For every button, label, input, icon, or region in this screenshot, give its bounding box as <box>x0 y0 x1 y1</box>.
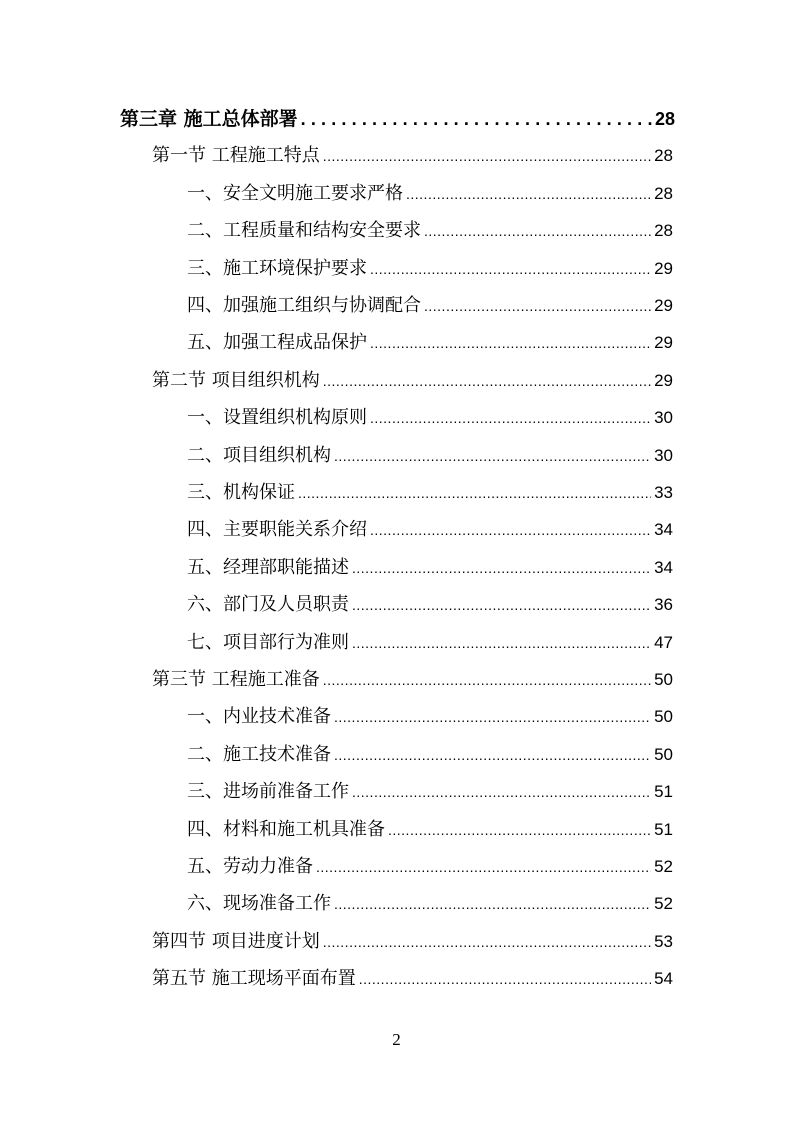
toc-subsection-entry[interactable] <box>187 590 673 620</box>
toc-dot-leader <box>352 590 651 620</box>
toc-section-entry[interactable] <box>152 141 673 171</box>
toc-entry-page-number: 52 <box>654 857 673 876</box>
toc-entry-title: 四、主要职能关系介绍 <box>187 519 367 541</box>
toc-subsection-entry[interactable] <box>187 254 673 284</box>
toc-entry-title: 三、进场前准备工作 <box>187 781 349 803</box>
toc-entry-page-number: 51 <box>654 819 673 839</box>
toc-entry-page-number: 28 <box>654 146 673 166</box>
toc-subsection-entry[interactable] <box>187 553 673 583</box>
toc-entry-title: 一、安全文明施工要求严格 <box>187 182 403 204</box>
toc-section-entry[interactable] <box>152 964 673 994</box>
toc-dot-leader <box>334 702 651 732</box>
toc-dot-leader <box>316 852 651 882</box>
toc-entry-title: 六、部门及人员职责 <box>187 594 349 616</box>
toc-dot-leader <box>334 889 651 919</box>
toc-subsection-entry[interactable] <box>187 478 673 508</box>
toc-entry-page-number: 50 <box>654 744 673 764</box>
toc-entry-page-number: 29 <box>654 296 673 315</box>
toc-entry-page-number: 50 <box>654 670 673 689</box>
toc-entry-title: 第二节 项目组织机构 <box>152 369 320 391</box>
toc-subsection-entry[interactable] <box>187 441 673 471</box>
toc-entry-page-number: 30 <box>654 445 673 465</box>
toc-dot-leader <box>424 216 651 246</box>
toc-entry-page-number: 28 <box>654 221 673 241</box>
toc-entry-title: 三、机构保证 <box>187 482 295 503</box>
toc-dot-leader <box>323 665 651 695</box>
toc-dot-leader <box>352 628 651 658</box>
toc-subsection-entry[interactable] <box>187 702 673 732</box>
toc-entry-page-number: 29 <box>654 258 673 278</box>
toc-dot-leader <box>323 927 651 957</box>
toc-dot-leader <box>359 964 651 994</box>
toc-dot-leader <box>323 366 651 396</box>
toc-entry-page-number: 53 <box>654 931 673 951</box>
toc-entry-title: 六、现场准备工作 <box>187 893 331 915</box>
toc-entry-title: 五、劳动力准备 <box>187 856 313 877</box>
toc-entry-title: 一、设置组织机构原则 <box>187 407 367 429</box>
toc-dot-leader <box>298 478 651 508</box>
toc-entry-page-number: 33 <box>654 483 673 502</box>
toc-entry-page-number: 47 <box>654 632 673 652</box>
toc-subsection-entry[interactable] <box>187 328 673 358</box>
toc-dot-leader <box>334 740 651 770</box>
toc-entry-title: 四、材料和施工机具准备 <box>187 818 385 840</box>
toc-entry-title: 一、内业技术准备 <box>187 706 331 728</box>
toc-entry-page-number: 30 <box>654 408 673 428</box>
toc-dot-leader <box>388 815 651 845</box>
toc-entry-page-number: 34 <box>654 557 673 577</box>
toc-entry-title: 第三章 施工总体部署 <box>120 108 298 130</box>
toc-entry-page-number: 29 <box>654 370 673 390</box>
toc-dot-leader <box>334 441 651 471</box>
toc-entry-title: 七、项目部行为准则 <box>187 631 349 653</box>
toc-entry-title: 第四节 项目进度计划 <box>152 930 320 952</box>
toc-entry-title: 五、经理部职能描述 <box>187 556 349 578</box>
toc-subsection-entry[interactable] <box>187 403 673 433</box>
toc-entry-title: 二、工程质量和结构安全要求 <box>187 220 421 242</box>
toc-dot-leader <box>352 777 651 807</box>
toc-dot-leader <box>370 515 651 545</box>
toc-section-entry[interactable] <box>152 665 673 695</box>
toc-entry-page-number: 28 <box>654 109 675 129</box>
page-number: 2 <box>392 1030 401 1049</box>
toc-entry-title: 五、加强工程成品保护 <box>187 332 367 354</box>
toc-dot-leader <box>323 141 651 171</box>
toc-entry-title: 二、项目组织机构 <box>187 444 331 466</box>
toc-subsection-entry[interactable] <box>187 628 673 658</box>
toc-subsection-entry[interactable] <box>187 777 673 807</box>
toc-entry-title: 第五节 施工现场平面布置 <box>152 968 356 990</box>
toc-dot-leader <box>406 179 651 209</box>
toc-subsection-entry[interactable] <box>187 515 673 545</box>
toc-subsection-entry[interactable] <box>187 179 673 209</box>
toc-entry-title: 四、加强施工组织与协调配合 <box>187 295 421 316</box>
toc-entry-page-number: 29 <box>654 333 673 353</box>
toc-entry-page-number: 36 <box>654 595 673 615</box>
toc-subsection-entry[interactable] <box>187 815 673 845</box>
toc-entry-page-number: 52 <box>654 894 673 914</box>
toc-subsection-entry[interactable] <box>187 216 673 246</box>
toc-subsection-entry[interactable] <box>187 740 673 770</box>
toc-subsection-entry[interactable] <box>187 852 673 882</box>
toc-entry-page-number: 50 <box>654 707 673 727</box>
toc-entry-page-number: 54 <box>654 969 673 989</box>
toc-entry-title: 三、施工环境保护要求 <box>187 257 367 279</box>
toc-entry-page-number: 34 <box>654 520 673 540</box>
toc-subsection-entry[interactable] <box>187 889 673 919</box>
toc-section-entry[interactable] <box>152 366 673 396</box>
toc-dot-leader <box>370 328 651 358</box>
toc-entry-page-number: 51 <box>654 782 673 802</box>
toc-entry-title: 第三节 工程施工准备 <box>152 669 320 690</box>
toc-dot-leader <box>301 104 652 134</box>
toc-chapter-entry[interactable] <box>120 104 675 134</box>
toc-section-entry[interactable] <box>152 927 673 957</box>
toc-dot-leader <box>352 553 651 583</box>
toc-entry-title: 第一节 工程施工特点 <box>152 145 320 167</box>
toc-dot-leader <box>370 403 651 433</box>
toc-dot-leader <box>424 291 651 321</box>
toc-subsection-entry[interactable] <box>187 291 673 321</box>
toc-dot-leader <box>370 254 651 284</box>
toc-entry-title: 二、施工技术准备 <box>187 743 331 765</box>
toc-entry-page-number: 28 <box>654 183 673 203</box>
